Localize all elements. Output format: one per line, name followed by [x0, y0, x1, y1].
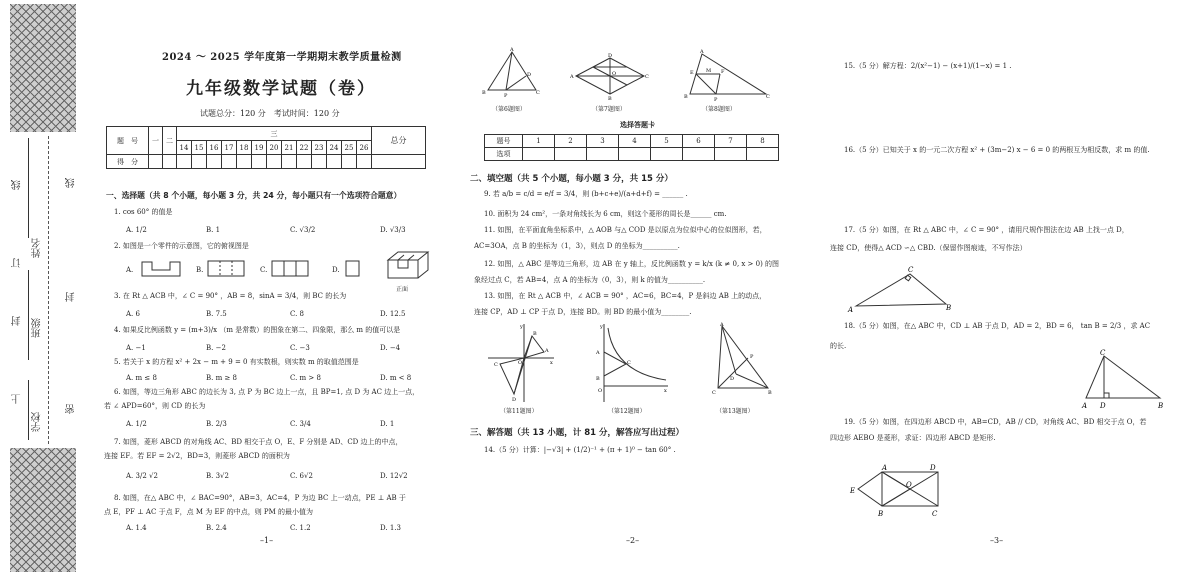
q3-option-d: D. 12.5: [380, 310, 406, 318]
score-num: 24: [327, 141, 342, 155]
q7-option-b: B. 3√2: [206, 472, 229, 480]
q2-option-b: B.: [196, 266, 204, 274]
score-num: 26: [357, 141, 372, 155]
seal-word: 封: [12, 316, 23, 326]
svg-text:D: D: [608, 53, 613, 59]
question-19-line-2: 四边形 AEBO 是菱形，求证：四边形 ABCD 是矩形.: [830, 434, 996, 442]
score-col-three: 三: [177, 127, 372, 141]
score-cell: [267, 155, 282, 169]
q6-option-b: B. 2/3: [206, 420, 227, 428]
q1-option-d: D. √3/3: [380, 226, 406, 234]
score-num: 21: [282, 141, 297, 155]
q4-option-a: A. −1: [126, 344, 146, 352]
q8-option-a: A. 1.4: [126, 524, 147, 532]
q1-option-b: B. 1: [206, 226, 221, 234]
figure-6: [480, 46, 540, 102]
score-num: 17: [222, 141, 237, 155]
svg-text:O: O: [518, 360, 523, 366]
svg-text:A: A: [596, 350, 600, 356]
seal-word: 上: [12, 394, 23, 404]
seal-word: 线: [12, 180, 23, 190]
question-17-line-1: 17.（5 分）如图，在 Rt △ ABC 中，∠ C = 90° ，请用尺规作图法在边 AB 上找一点 D，: [844, 226, 1129, 234]
score-num: 20: [267, 141, 282, 155]
score-cell: [237, 155, 252, 169]
svg-text:D: D: [527, 72, 532, 78]
seal-word: 线: [66, 178, 77, 188]
score-col-two: 二: [163, 127, 177, 155]
answer-card-title: 选择答题卡: [620, 120, 655, 129]
page-number-2: –2–: [626, 536, 640, 545]
cut-line: [48, 136, 49, 444]
svg-text:A: A: [1082, 402, 1088, 410]
score-cell: [357, 155, 372, 169]
school-line: [28, 380, 29, 440]
score-cell: [312, 155, 327, 169]
score-num: 16: [207, 141, 222, 155]
q8-option-c: C. 1.2: [290, 524, 311, 532]
figure-19: [846, 462, 950, 520]
score-num: 19: [252, 141, 267, 155]
question-18-line-2: 的长.: [830, 342, 847, 350]
figure-11: [484, 322, 556, 404]
answer-card-table: [484, 134, 779, 161]
answer-card-number: 8: [747, 135, 779, 148]
svg-text:B: B: [608, 96, 612, 100]
svg-text:O: O: [598, 388, 603, 394]
score-cell: [192, 155, 207, 169]
answer-card-number: 3: [587, 135, 619, 148]
section-3-heading: 三、解答题（共 13 小题，计 81 分，解答应写出过程）: [470, 428, 684, 438]
svg-text:D: D: [512, 397, 517, 403]
binding-hatch-top: [10, 4, 76, 132]
question-3: 3. 在 Rt △ ACB 中，∠ C = 90° ，AB = 8，sinA = 3/4，则 BC 的长为: [114, 292, 347, 300]
question-16: 16.（5 分）已知关于 x 的一元二次方程 x² + (3m−2) x − 6 = 0 的两根互为相反数，求 m 的值.: [844, 146, 1150, 154]
question-8-line-2: 点 E，PF ⊥ AC 于点 F，点 M 为 EF 的中点，则 PM 的最小值为: [104, 508, 314, 516]
figure-8: [676, 48, 774, 102]
svg-text:y: y: [520, 324, 523, 330]
question-6-line-2: 若 ∠ APD=60°，则 CD 的长为: [104, 402, 206, 410]
svg-text:y: y: [600, 324, 603, 330]
svg-text:C: C: [1100, 349, 1106, 357]
answer-card-number: 2: [555, 135, 587, 148]
svg-text:P: P: [750, 354, 754, 360]
svg-text:B: B: [482, 90, 486, 96]
figure-8-caption: （第8题图）: [702, 106, 736, 113]
svg-text:O: O: [906, 481, 912, 489]
q5-option-a: A. m ≤ 8: [126, 374, 157, 382]
svg-text:C: C: [536, 90, 540, 96]
q2-figure-b: [206, 258, 246, 278]
exam-meta: 试题总分：120 分 考试时间：120 分: [200, 109, 340, 118]
svg-text:E: E: [690, 70, 694, 76]
score-cell: [149, 155, 163, 169]
score-num: 14: [177, 141, 192, 155]
svg-text:B: B: [878, 510, 884, 518]
seal-word: 密: [66, 404, 77, 414]
exam-title: 九年级数学试题（卷）: [186, 79, 376, 99]
section-1-heading: 一、选择题（共 8 个小题，每小题 3 分，共 24 分，每小题只有一个选项符合题意）: [106, 191, 402, 200]
q2-figure-a: [140, 258, 182, 278]
q2-option-d: D.: [332, 266, 340, 274]
seal-word: 封: [66, 292, 77, 302]
svg-text:C: C: [627, 360, 631, 366]
q7-option-a: A. 3/2 √2: [126, 472, 158, 480]
svg-text:C: C: [908, 266, 914, 274]
q8-option-d: D. 1.3: [380, 524, 401, 532]
svg-text:E: E: [850, 487, 856, 495]
page-2: [470, 0, 800, 578]
answer-card-cell: [587, 148, 619, 161]
q5-option-b: B. m ≥ 8: [206, 374, 238, 382]
score-cell: [327, 155, 342, 169]
score-cell: [163, 155, 177, 169]
svg-text:C: C: [932, 510, 938, 518]
q2-figure-c: [270, 258, 310, 278]
svg-text:D: D: [730, 376, 735, 382]
score-cell: [342, 155, 357, 169]
answer-card-header: 题号: [485, 135, 523, 148]
question-11-line-2: AC=3OA，点 B 的坐标为（1，3），则点 D 的坐标为__________.: [474, 242, 680, 250]
name-line: [28, 138, 29, 238]
question-1: 1. cos 60° 的值是: [114, 208, 173, 216]
q4-option-d: D. −4: [380, 344, 401, 352]
score-num: 22: [297, 141, 312, 155]
score-row-label: 得 分: [107, 155, 149, 169]
question-13-line-2: 连接 CP，AD ⊥ CP 于点 D，连接 BD。则 BD 的最小值为________.: [474, 308, 692, 316]
question-14: 14.（5 分）计算：|−√3| + (1/2)⁻¹ + (π + 1)⁰ − tan 60° .: [484, 446, 676, 454]
q4-option-c: C. −3: [290, 344, 310, 352]
answer-card-cell: [555, 148, 587, 161]
q7-option-d: D. 12√2: [380, 472, 408, 480]
svg-text:A: A: [570, 74, 574, 80]
answer-card-option-label: 选项: [485, 148, 523, 161]
svg-text:x: x: [664, 388, 667, 394]
question-7-line-1: 7. 如图，菱形 ABCD 的对角线 AC、BD 相交于点 O，E、F 分别是 AD、CD 边上的中点，: [114, 438, 403, 446]
svg-text:C: C: [645, 74, 649, 80]
svg-text:P: P: [714, 97, 718, 102]
score-cell: [177, 155, 192, 169]
question-12-line-2: 象经过点 C，若 AB=4，点 A 的坐标为（0，3），则 k 的值为__________.: [474, 276, 706, 284]
q5-option-c: C. m > 8: [290, 374, 321, 382]
question-5: 5. 若关于 x 的方程 x² + 2x − m + 9 = 0 有实数根，则实数 m 的取值范围是: [114, 358, 359, 366]
score-col-one: 一: [149, 127, 163, 155]
score-num: 18: [237, 141, 252, 155]
school-label: 学校: [32, 412, 43, 432]
score-num: 23: [312, 141, 327, 155]
q2-front-label: 正面: [396, 286, 409, 293]
svg-text:A: A: [882, 464, 888, 472]
binding-strip: [8, 0, 80, 578]
figure-7-caption: （第7题图）: [592, 106, 626, 113]
score-table: [106, 126, 426, 169]
question-12-line-1: 12. 如图，△ ABC 是等边三角形，边 AB 在 y 轴上，反比例函数 y = k/x (k ≠ 0, x > 0) 的图: [484, 260, 780, 268]
q6-option-c: C. 3/4: [290, 420, 311, 428]
question-19-line-1: 19.（5 分）如图，在四边形 ABCD 中，AB=CD，AB // CD，对角线 AC、BD 相交于点 O，若: [844, 418, 1147, 426]
answer-card-number: 4: [619, 135, 651, 148]
svg-text:x: x: [550, 360, 553, 366]
score-num: 25: [342, 141, 357, 155]
question-15: 15.（5 分）解方程：2/(x²−1) − (x+1)/(1−x) = 1 .: [844, 62, 1012, 70]
svg-text:C: C: [766, 94, 770, 100]
svg-text:M: M: [706, 68, 712, 74]
answer-card-number: 6: [683, 135, 715, 148]
figure-13: [708, 322, 778, 404]
q3-option-b: B. 7.5: [206, 310, 227, 318]
score-cell: [252, 155, 267, 169]
q1-option-c: C. √3/2: [290, 226, 316, 234]
answer-card-number: 5: [651, 135, 683, 148]
svg-text:D: D: [930, 464, 936, 472]
question-13-line-1: 13. 如图，在 Rt △ ACB 中，∠ ACB = 90° ，AC=6，BC=4，P 是斜边 AB 上的动点，: [484, 292, 767, 300]
score-cell: [222, 155, 237, 169]
page-number-1: –1–: [260, 536, 274, 545]
answer-card-cell: [747, 148, 779, 161]
answer-card-cell: [619, 148, 651, 161]
q2-solid-figure: [384, 248, 432, 284]
q2-figure-d: [344, 258, 362, 278]
svg-text:B: B: [768, 390, 772, 396]
svg-text:D: D: [1100, 402, 1106, 410]
q5-option-d: D. m < 8: [380, 374, 412, 382]
q4-option-b: B. −2: [206, 344, 226, 352]
answer-card-cell: [523, 148, 555, 161]
score-cell: [297, 155, 312, 169]
figure-13-caption: （第13题图）: [716, 408, 754, 415]
score-cell: [207, 155, 222, 169]
answer-card-cell: [715, 148, 747, 161]
svg-text:O: O: [612, 71, 617, 77]
score-cell: [282, 155, 297, 169]
page-number-3: –3–: [990, 536, 1004, 545]
page-1: [100, 0, 450, 578]
figure-12-caption: （第12题图）: [608, 408, 646, 415]
figure-11-caption: （第11题图）: [500, 408, 538, 415]
answer-card-cell: [651, 148, 683, 161]
svg-text:A: A: [510, 47, 514, 53]
svg-text:F: F: [721, 69, 725, 75]
class-label: 班级: [32, 318, 43, 338]
svg-text:B: B: [533, 331, 537, 337]
question-6-line-1: 6. 如图，等边三角形 ABC 的边长为 3, 点 P 为 BC 边上一点，且 BP=1, 点 D 为 AC 边上一点，: [114, 388, 420, 396]
figure-12: [590, 322, 670, 404]
question-7-line-2: 连接 EF。若 EF = 2√2，BD=3，则菱形 ABCD 的面积为: [104, 452, 290, 460]
q6-option-a: A. 1/2: [126, 420, 147, 428]
name-label: 姓名: [32, 238, 43, 258]
q2-option-c: C.: [260, 266, 268, 274]
score-col-total: 总分: [372, 127, 426, 155]
binding-hatch-bottom: [10, 448, 76, 572]
exam-header: 2024 ～ 2025 学年度第一学期期末教学质量检测: [162, 52, 402, 63]
q2-option-a: A.: [126, 266, 134, 274]
svg-text:B: B: [946, 304, 952, 312]
q8-option-b: B. 2.4: [206, 524, 227, 532]
svg-text:A: A: [700, 49, 704, 55]
q7-option-c: C. 6√2: [290, 472, 313, 480]
answer-card-number: 7: [715, 135, 747, 148]
q1-option-a: A. 1/2: [126, 226, 147, 234]
question-8-line-1: 8. 如图，在△ ABC 中，∠ BAC=90°，AB=3，AC=4，P 为边 BC 上一动点，PE ⊥ AB 于: [114, 494, 406, 502]
svg-text:A: A: [848, 306, 854, 314]
figure-7: [570, 52, 650, 100]
seal-word: 订: [12, 258, 23, 268]
section-2-heading: 二、填空题（共 5 个小题，每小题 3 分，共 15 分）: [470, 174, 673, 184]
score-row-label: 题 号: [107, 127, 149, 155]
figure-18: [1078, 348, 1170, 412]
figure-6-caption: （第6题图）: [492, 106, 526, 113]
svg-text:A: A: [545, 348, 549, 354]
svg-text:B: B: [684, 94, 688, 100]
score-num: 15: [192, 141, 207, 155]
q3-option-a: A. 6: [126, 310, 140, 318]
svg-text:P: P: [504, 93, 508, 99]
question-11-line-1: 11. 如图，在平面直角坐标系中，△ AOB 与△ COD 是以原点为位似中心的位似图形，若，: [484, 226, 767, 234]
question-4: 4. 如果反比例函数 y = (m+3)/x （m 是常数）的图象在第二、四象限，那么 m 的值可以是: [114, 326, 401, 334]
question-10: 10. 面积为 24 cm²，一条对角线长为 6 cm，则这个菱形的周长是______ cm.: [484, 210, 727, 218]
question-2: 2. 如图是一个零件的示意图，它的俯视图是: [114, 242, 249, 250]
svg-text:B: B: [1158, 402, 1164, 410]
question-17-line-2: 连接 CD，使得△ ACD ∽△ CBD.（保留作图痕迹，不写作法）: [830, 244, 1027, 252]
svg-text:C: C: [712, 390, 716, 396]
svg-text:A: A: [720, 322, 724, 328]
answer-card-number: 1: [523, 135, 555, 148]
q3-option-c: C. 8: [290, 310, 305, 318]
svg-text:B: B: [596, 376, 600, 382]
class-line: [28, 270, 29, 360]
page-3: [830, 0, 1180, 578]
answer-card-cell: [683, 148, 715, 161]
question-18-line-1: 18.（5 分）如图，在△ ABC 中，CD ⊥ AB 于点 D，AD = 2，BD = 6， tan B = 2/3 ，求 AC: [844, 322, 1151, 330]
score-cell: [372, 155, 426, 169]
figure-17: [846, 264, 956, 316]
q6-option-d: D. 1: [380, 420, 395, 428]
question-9: 9. 若 a/b = c/d = e/f = 3/4，则 (b+c+e)/(a+d+f) = ______ .: [484, 190, 688, 198]
svg-text:C: C: [494, 362, 498, 368]
